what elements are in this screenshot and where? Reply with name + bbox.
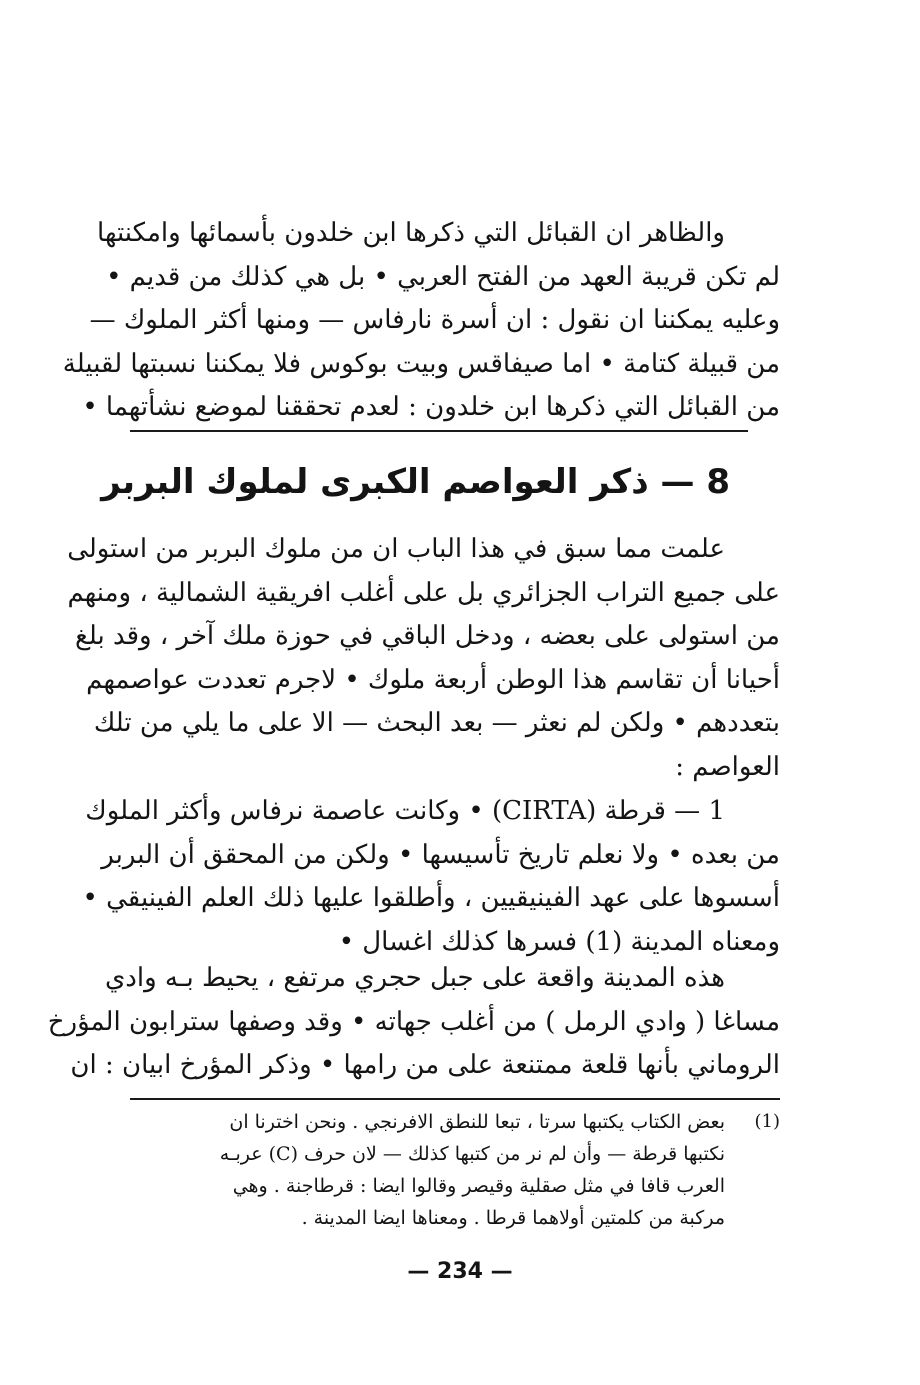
paragraph-city-description [47,957,780,1088]
text-line: الروماني بأنها قلعة ممتنعة على من رامها • وذكر المؤرخ ابيان : ان [70,1050,780,1080]
text-line: لم تكن قريبة العهد من الفتح العربي • بل هي كذلك من قديم • [106,261,780,292]
footnote-line: بعض الكتاب يكتبها سرتا ، تبعا للنطق الافرنجي . ونحن اخترنا ان [229,1111,725,1133]
text-line: أحيانا أن تقاسم هذا الوطن أربعة ملوك • لاجرم تعددت عواصمهم [86,664,780,695]
footnote [130,1106,780,1234]
text-line: من قبيلة كتامة • اما صيفاقس وبيت بوكوس فلا يمكننا نسبتها لقبيلة [62,348,780,379]
text-line: بتعددهم • ولكن لم نعثر — بعد البحث — الا على ما يلي من تلك [93,708,780,738]
text-line: والظاهر ان القبائل التي ذكرها ابن خلدون بأسمائها وامكنتها [97,218,725,248]
text-line: أسسوها على عهد الفينيقيين ، وأطلقوا عليها ذلك العلم الفينيقي • [82,883,780,913]
paragraph-intro [62,212,780,430]
text-line: هذه المدينة واقعة على جبل حجري مرتفع ، يحيط بـه وادي [104,963,725,993]
text-line: من القبائل التي ذكرها ابن خلدون : لعدم تحققنا لموضع نشأتهما • [82,392,780,422]
text-line: من بعده • ولا نعلم تاريخ تأسيسها • ولكن من المحقق أن البربر [101,839,780,870]
text-line: على جميع التراب الجزائري بل على أغلب افريقية الشمالية ، ومنهم [67,577,780,608]
section-divider [130,430,748,432]
text-line: العواصم : [675,751,780,782]
text-line: علمت مما سبق في هذا الباب ان من ملوك البربر من استولى [67,534,725,564]
paragraph-cirta [82,790,780,964]
text-line: من استولى على بعضه ، ودخل الباقي في حوزة ملك آخر ، وقد بلغ [75,621,780,651]
text-line: مساغا ( وادي الرمل ) من أغلب جهاته • وقد وصفها سترابون المؤرخ [47,1006,780,1037]
section-heading: 8 — ذكر العواصم الكبرى لملوك البربر [101,462,730,502]
text-line: ومعناه المدينة (1) فسرها كذلك اغسال • [338,926,780,957]
footnote-line: نكتبها قرطة — وأن لم نر من كتبها كذلك — لان حرف (C) عربـه [219,1143,725,1165]
page-number: — 234 — [407,1259,513,1284]
footnote-marker: (1) [754,1111,780,1132]
text-line: 1 — قرطة (CIRTA) • وكانت عاصمة نرفاس وأكثر الملوك [85,796,725,826]
footnote-divider [130,1098,780,1100]
footnote-line: مركبة من كلمتين أولاهما قرطا . ومعناها ايضا المدينة . [301,1207,725,1229]
paragraph-capitals [67,528,780,789]
footnote-line: العرب قافا في مثل صقلية وقيصر وقالوا ايضا : قرطاجنة . وهي [232,1175,725,1197]
text-line: وعليه يمكننا ان نقول : ان أسرة نارفاس — ومنها أكثر الملوك — [89,305,780,335]
